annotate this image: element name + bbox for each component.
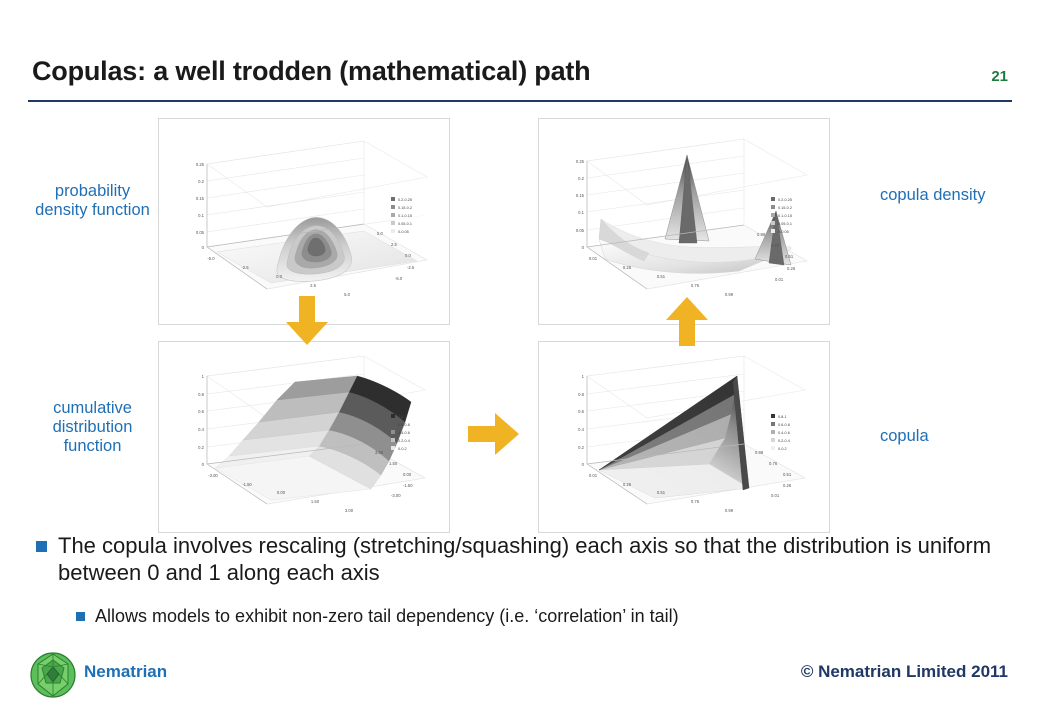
svg-text:0.15: 0.15 bbox=[195, 196, 204, 201]
svg-text:0.99: 0.99 bbox=[724, 292, 734, 297]
svg-text:0.76: 0.76 bbox=[769, 461, 778, 466]
svg-text:0.1: 0.1 bbox=[578, 210, 584, 215]
svg-text:-2.5: -2.5 bbox=[407, 265, 415, 270]
bullet-item-secondary bbox=[76, 605, 1006, 627]
svg-text:0.01: 0.01 bbox=[775, 277, 784, 282]
svg-text:0: 0 bbox=[581, 245, 584, 250]
chart-panel-pdf bbox=[158, 118, 450, 325]
svg-text:2.5: 2.5 bbox=[391, 242, 397, 247]
svg-text:0-0.05: 0-0.05 bbox=[398, 230, 409, 234]
page-title: Copulas: a well trodden (mathematical) path bbox=[32, 56, 591, 86]
svg-text:0.01: 0.01 bbox=[588, 473, 598, 478]
svg-text:0.25: 0.25 bbox=[575, 159, 584, 164]
svg-text:-1.50: -1.50 bbox=[242, 482, 252, 487]
svg-text:0.25: 0.25 bbox=[195, 162, 204, 167]
svg-text:3.00: 3.00 bbox=[375, 450, 384, 455]
label-cumulative-distribution-function: cumulative distribution function bbox=[52, 399, 133, 455]
svg-text:0.6-0.8: 0.6-0.8 bbox=[778, 423, 790, 427]
svg-text:0.51: 0.51 bbox=[656, 490, 666, 495]
svg-text:-3.00: -3.00 bbox=[208, 473, 218, 478]
svg-text:5.0: 5.0 bbox=[344, 292, 350, 297]
bullet-item-primary bbox=[36, 532, 996, 586]
svg-text:0: 0 bbox=[201, 462, 204, 467]
arrow-right-icon bbox=[468, 411, 520, 457]
svg-text:0.1-0.15: 0.1-0.15 bbox=[398, 214, 412, 218]
svg-text:0.26: 0.26 bbox=[783, 483, 792, 488]
svg-text:3.00: 3.00 bbox=[344, 508, 354, 513]
svg-text:5.0: 5.0 bbox=[377, 231, 383, 236]
copyright-notice: © Nematrian Limited 2011 bbox=[800, 662, 1008, 681]
chart-panel-copula-density bbox=[538, 118, 830, 325]
page-number: 21 bbox=[991, 68, 1008, 85]
svg-text:1.50: 1.50 bbox=[389, 461, 398, 466]
svg-text:0.4-0.6: 0.4-0.6 bbox=[778, 431, 790, 435]
svg-text:0.51: 0.51 bbox=[656, 274, 666, 279]
bullet-square-icon bbox=[76, 612, 85, 621]
svg-text:-5.0: -5.0 bbox=[395, 276, 403, 281]
svg-text:0.00: 0.00 bbox=[276, 490, 286, 495]
svg-text:0.2: 0.2 bbox=[578, 176, 584, 181]
svg-text:0.2: 0.2 bbox=[578, 445, 584, 450]
svg-text:0.01: 0.01 bbox=[771, 493, 780, 498]
label-probability-density-function: probability density function bbox=[35, 182, 150, 219]
svg-text:0.15-0.2: 0.15-0.2 bbox=[398, 206, 412, 210]
svg-text:0-0.05: 0-0.05 bbox=[778, 230, 789, 234]
surface-plot-copula bbox=[539, 342, 829, 532]
svg-text:0.76: 0.76 bbox=[690, 283, 700, 288]
svg-text:0.2-0.4: 0.2-0.4 bbox=[778, 439, 790, 443]
nematrian-logo-icon bbox=[28, 650, 78, 700]
svg-text:0.1-0.15: 0.1-0.15 bbox=[778, 214, 792, 218]
svg-text:0.51: 0.51 bbox=[785, 254, 794, 259]
svg-text:0.26: 0.26 bbox=[787, 266, 796, 271]
svg-text:-1.50: -1.50 bbox=[403, 483, 413, 488]
svg-text:0.05-0.1: 0.05-0.1 bbox=[778, 222, 792, 226]
svg-text:1: 1 bbox=[581, 374, 584, 379]
svg-text:0.6: 0.6 bbox=[198, 409, 204, 414]
svg-text:0.4-0.6: 0.4-0.6 bbox=[398, 431, 410, 435]
surface-plot-pdf bbox=[159, 119, 449, 324]
svg-text:-3.00: -3.00 bbox=[391, 493, 401, 498]
svg-text:0.26: 0.26 bbox=[622, 482, 632, 487]
svg-text:0.8-1: 0.8-1 bbox=[778, 415, 787, 419]
svg-text:0.05: 0.05 bbox=[575, 228, 584, 233]
svg-text:0.05-0.1: 0.05-0.1 bbox=[398, 222, 412, 226]
chart-panel-cdf bbox=[158, 341, 450, 533]
svg-text:0.01: 0.01 bbox=[588, 256, 598, 261]
svg-text:0: 0 bbox=[201, 245, 204, 250]
svg-text:0.99: 0.99 bbox=[755, 450, 764, 455]
surface-plot-copula-density bbox=[539, 119, 829, 324]
svg-text:0.2: 0.2 bbox=[198, 445, 204, 450]
svg-text:0.4: 0.4 bbox=[198, 427, 204, 432]
svg-text:1: 1 bbox=[201, 374, 204, 379]
svg-text:0.8: 0.8 bbox=[198, 392, 204, 397]
svg-text:0.0: 0.0 bbox=[276, 274, 282, 279]
label-copula: copula bbox=[880, 427, 929, 445]
svg-text:0.6: 0.6 bbox=[578, 409, 584, 414]
svg-text:0.6-0.8: 0.6-0.8 bbox=[398, 423, 410, 427]
chart-panel-copula bbox=[538, 341, 830, 533]
svg-text:0-0.2: 0-0.2 bbox=[778, 447, 787, 451]
svg-text:0: 0 bbox=[581, 462, 584, 467]
title-divider bbox=[28, 100, 1012, 102]
svg-text:0-0.2: 0-0.2 bbox=[398, 447, 407, 451]
arrow-down-icon bbox=[283, 296, 331, 346]
svg-text:-5.0: -5.0 bbox=[207, 256, 215, 261]
arrow-up-icon bbox=[663, 296, 711, 346]
svg-text:0.4: 0.4 bbox=[578, 427, 584, 432]
svg-text:0.76: 0.76 bbox=[771, 243, 780, 248]
svg-text:0.15: 0.15 bbox=[575, 193, 584, 198]
svg-text:0.05: 0.05 bbox=[195, 230, 204, 235]
svg-text:0.99: 0.99 bbox=[724, 508, 734, 513]
svg-text:0.51: 0.51 bbox=[783, 472, 792, 477]
brand-name: Nematrian bbox=[84, 662, 168, 681]
svg-text:0.1: 0.1 bbox=[198, 213, 204, 218]
svg-text:0.8: 0.8 bbox=[578, 392, 584, 397]
surface-plot-cdf bbox=[159, 342, 449, 532]
svg-text:0.2-0.25: 0.2-0.25 bbox=[398, 198, 412, 202]
svg-text:0.0: 0.0 bbox=[405, 253, 411, 258]
svg-text:0.2-0.4: 0.2-0.4 bbox=[398, 439, 410, 443]
svg-text:1.50: 1.50 bbox=[310, 499, 320, 504]
bullet-text-secondary: Allows models to exhibit non-zero tail dependency (i.e. ‘correlation’ in tail) bbox=[95, 606, 679, 626]
bullet-square-icon bbox=[36, 541, 47, 552]
svg-text:-2.5: -2.5 bbox=[241, 265, 249, 270]
svg-text:2.5: 2.5 bbox=[310, 283, 316, 288]
svg-text:0.2: 0.2 bbox=[198, 179, 204, 184]
svg-text:0.00: 0.00 bbox=[403, 472, 412, 477]
svg-text:0.15-0.2: 0.15-0.2 bbox=[778, 206, 792, 210]
svg-text:0.99: 0.99 bbox=[757, 232, 766, 237]
label-copula-density: copula density bbox=[880, 186, 986, 204]
svg-text:0.26: 0.26 bbox=[622, 265, 632, 270]
svg-text:0.8-1: 0.8-1 bbox=[398, 415, 407, 419]
svg-text:0.2-0.25: 0.2-0.25 bbox=[778, 198, 792, 202]
svg-text:0.76: 0.76 bbox=[690, 499, 700, 504]
bullet-text-primary: The copula involves rescaling (stretching/squashing) each axis so that the distribution is uniform between 0 and 1 along each axis bbox=[58, 533, 992, 585]
